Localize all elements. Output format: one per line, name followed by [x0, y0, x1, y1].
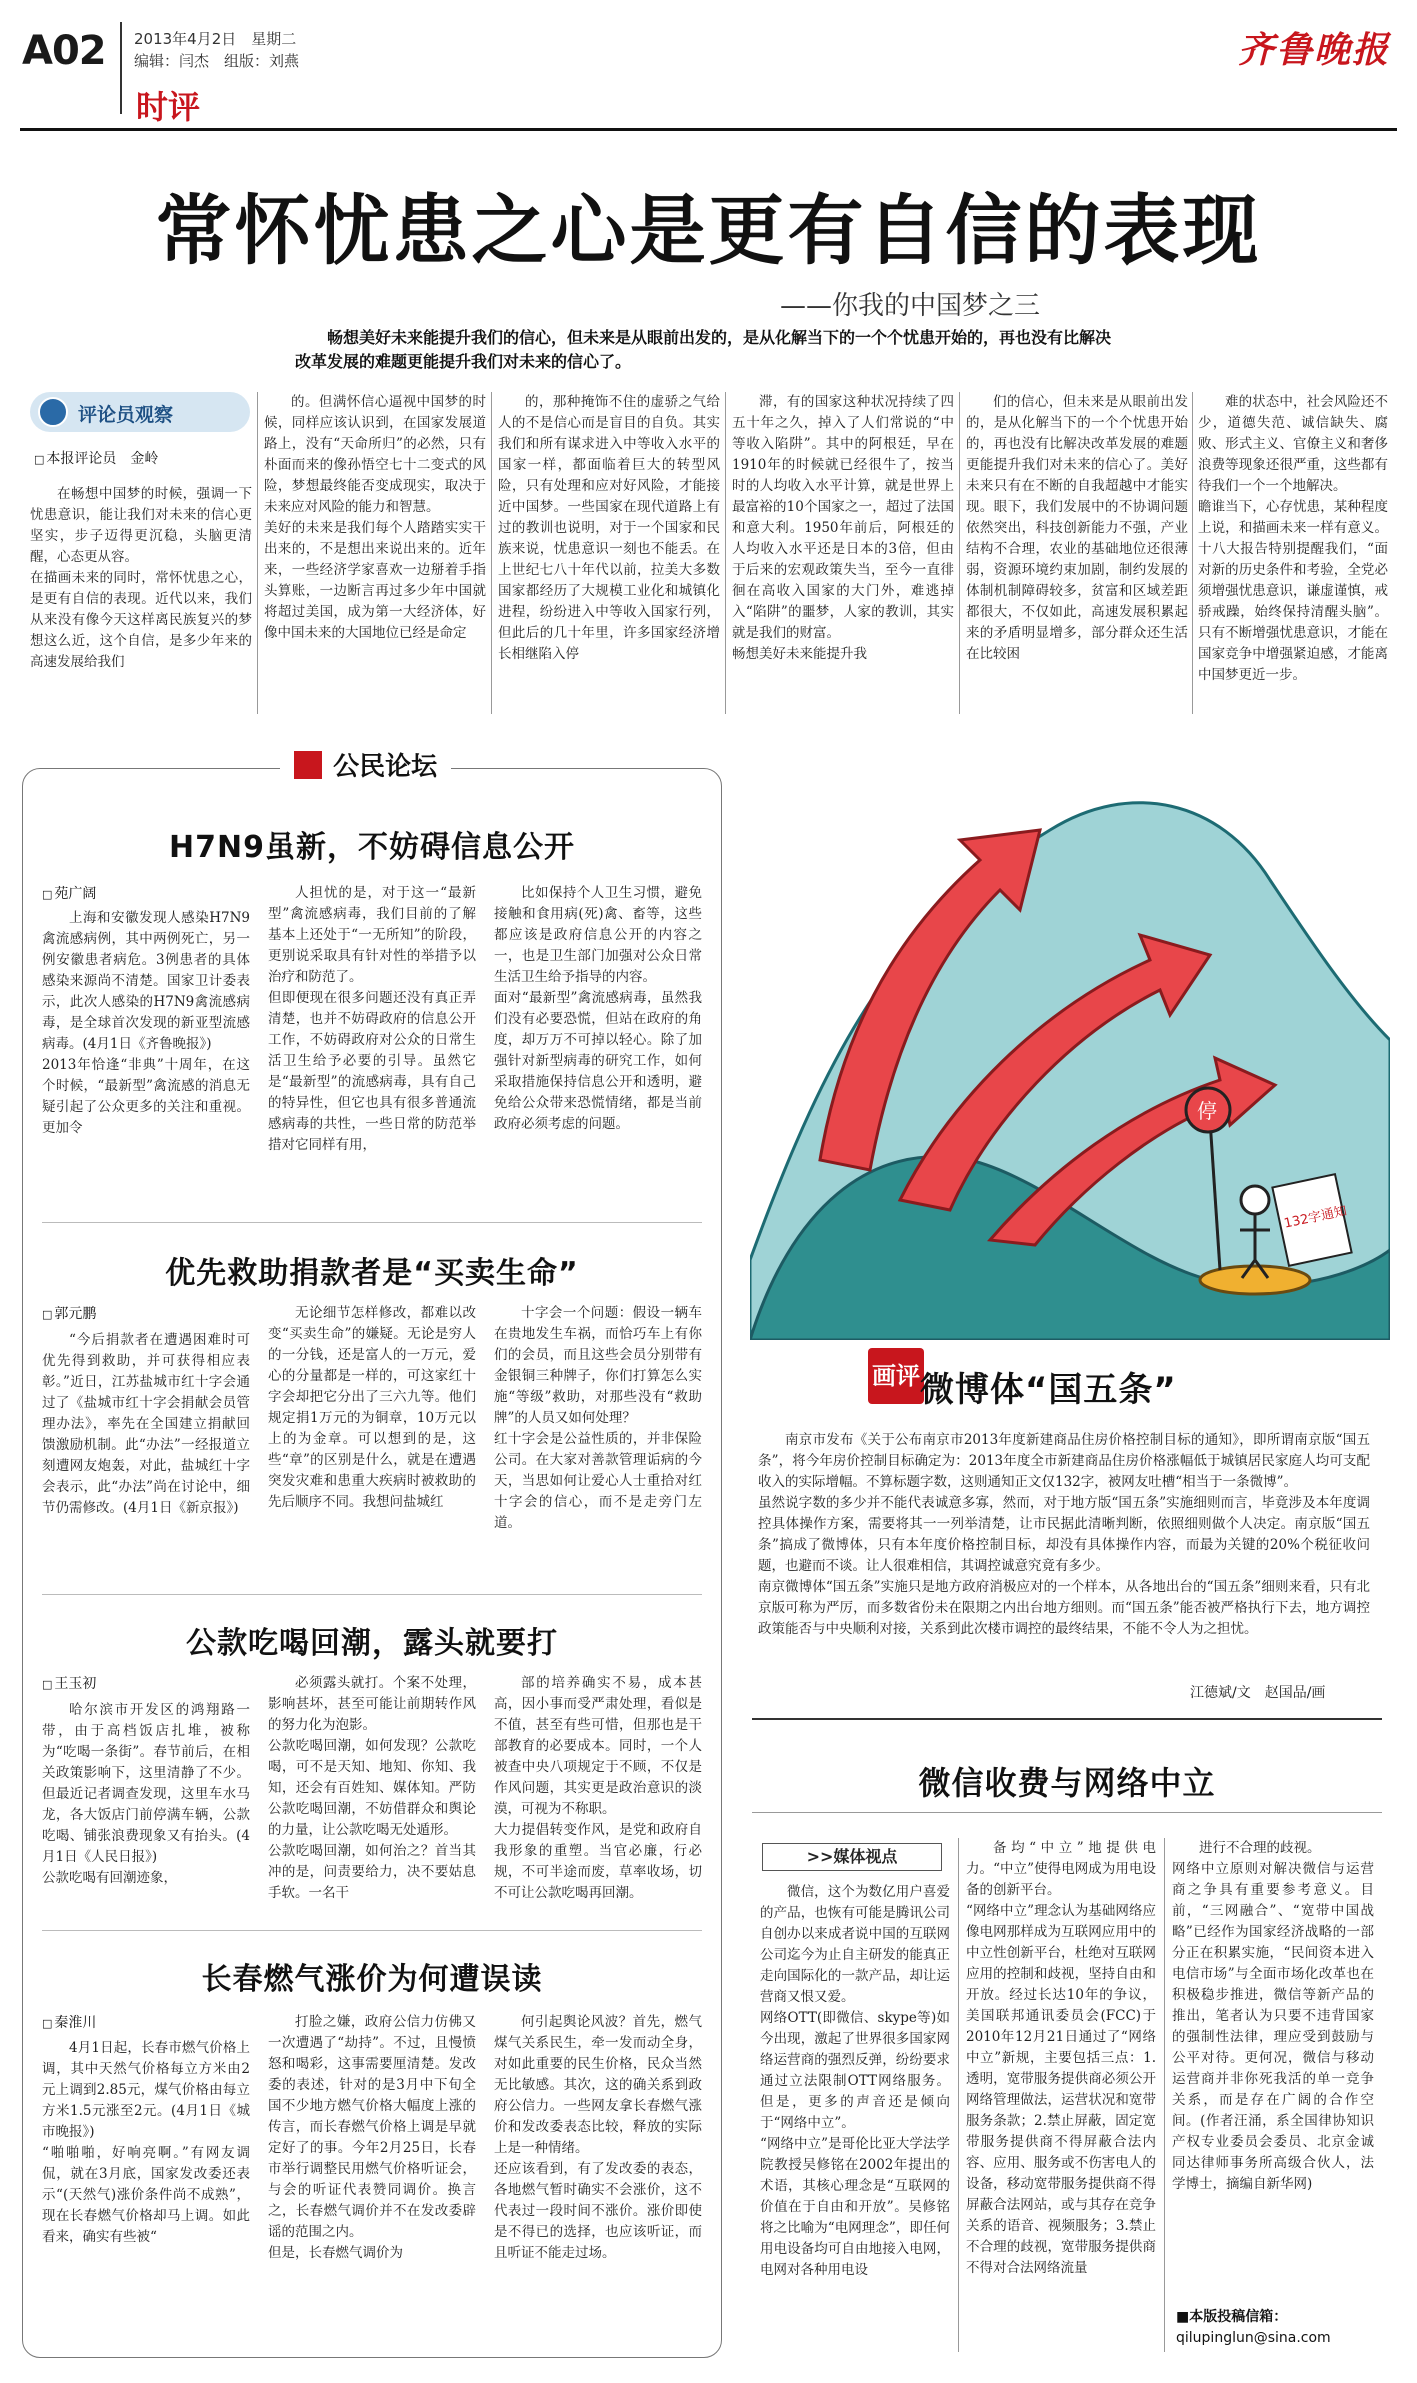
forum-logo-icon [294, 751, 322, 779]
lead-byline: □ 本报评论员 金岭 [34, 451, 159, 467]
submission-email[interactable]: qilupinglun@sina.com [1176, 2330, 1331, 2346]
article-col: 十字会一个问题：假设一辆车在贵地发生车祸，而恰巧车上有你们的会员，而且这些会员分别带有金银铜三种牌子，你们打算怎么实施“等级”救助，对那些没有“救助牌”的人员又如何处理？ 红十字会是公益性质的，并非保险公司。在大家对善款管理诟病的今天，当思如何让爱心人士重拾对红十字会的信心，而不是走旁门左道。 [494, 1305, 702, 1531]
article-title: 优先救助捐款者是“买卖生命” [165, 1256, 579, 1291]
column-tag-label: 评论员观察 [78, 404, 174, 426]
lead-col-4: 滞，有的国家这种状况持续了四五十年之久，掉入了人们常说的“中等收入陷阱”。其中的阿根廷，早在1910年的时候就已经很牛了，按当时的人均收入水平计算，就是世界上最富裕的10个国家之一，超过了法国和意大利。1950年前后，阿根廷的人均收入水平还是日本的3倍，但由于后来的宏观政策失当，至今一直徘徊在高收入国家的大门外，难逃掉入“陷阱”的噩梦，人家的教训，其实就是我们的财富。 畅想美好未来能提升我 [732, 394, 954, 662]
submission-label: ■本版投稿信箱： [1176, 2309, 1288, 2325]
article-title: 公款吃喝回潮，露头就要打 [186, 1626, 558, 1661]
small-boat [1200, 1266, 1310, 1294]
editor-credit: 编辑：闫杰 组版：刘燕 [134, 52, 300, 70]
wechat-col-1: 微信，这个为数亿用户喜爱的产品，也恢有可能是腾讯公司自创办以来成者说中国的互联网公司迄今为止自主研发的能真正走向国际化的一款产品，却让运营商又恨又爱。 网络OTT(即微信、skype等)如今出现，激起了世界很多国家网络运营商的强烈反弹，纷纷要求通过立法限制OTT网络服务。但是，更多的声音还是倾向于“网络中立”。 “网络中立”是哥伦比亚大学法学院教授吴修铭在2002年提出的术语，其核心理念是“互联网的价值在于自由和开放”。吴修铭将之比喻为“电网理念”，即任何用电设备均可自由地接入电网，电网对各种用电设 [760, 1884, 950, 2278]
article-byline: □ 苑广阔 [42, 886, 97, 902]
article-col: 哈尔滨市开发区的鸿翔路一带，由于高档饭店扎堆，被称为“吃喝一条街”。春节前后，在相关政策影响下，这里清静了不少。但最近记者调查发现，这里车水马龙，各大饭店门前停满车辆，公款吃喝、铺张浪费现象又有抬头。(4月1日《人民日报》) 公款吃喝有回潮迹象， [42, 1702, 250, 1886]
column-tag [30, 392, 250, 432]
cartoon-illustration [750, 740, 1390, 1340]
article-col: 部的培养确实不易，成本甚高，因小事而受严肃处理，看似是不值，甚至有些可惜，但那也是干部教育的必要成本。同时，一个人被查中央八项规定于不顾，不仅是作风问题，其实更是政治意识的淡漠，可视为不称职。 大力提倡转变作风，是党和政府自我形象的重塑。当官必廉，行必规，不可半途而废，草率收场，切不可让公款吃喝再回潮。 [494, 1675, 702, 1901]
divider [752, 1718, 1382, 1720]
divider [42, 1930, 702, 1931]
stop-sign-text: 停 [1197, 1099, 1217, 1123]
article-col: 上海和安徽发现人感染H7N9禽流感病例，其中两例死亡，另一例安徽患者病危。3例患者的具体感染来源尚不清楚。国家卫计委表示，此次人感染的H7N9禽流感病毒，是全球首次发现的新亚型流感病毒。(4月1日《齐鲁晚报》) 2013年恰逢“非典”十周年，在这个时候，“最新型”禽流感的消息无疑引起了公众更多的关注和重视。更加令 [42, 910, 250, 1136]
lead-headline: 常怀忧患之心是更有自信的表现 [155, 186, 1262, 275]
header-rule [20, 128, 1397, 131]
cartoon-stamp: 画评 [868, 1348, 924, 1404]
divider [958, 1838, 959, 2352]
article-col: 无论细节怎样修改，都难以改变“买卖生命”的嫌疑。无论是穷人的一分钱，还是富人的一万元，爱心的分量都是一样的，可这家红十字会却把它分出了三六九等。他们规定捐1万元的为铜章，10万元以上的为金章。可以想到的是，这些“章”的区别是什么，就是在遭遇突发灾难和患重大疾病时被救助的先后顺序不同。我想问盐城红 [268, 1305, 476, 1510]
issue-date: 2013年4月2日 星期二 [134, 30, 297, 48]
person-head [1241, 1186, 1269, 1214]
lead-col-6: 难的状态中，社会风险还不少，道德失范、诚信缺失、腐败、形式主义、官僚主义和奢侈浪费等现象还很严重，这些都有待我们一个一个地解决。 瞻谁当下，心存忧患，某种程度上说，和描画未来一样有意义。十八大报告特别提醒我们，“面对新的历史条件和考验，全党必须增强忧患意识，谦虚谨慎，戒骄戒躁，始终保持清醒头脑”。只有不断增强忧患意识，才能在国家竞争中增强紧迫感，才能离中国梦更近一步。 [1198, 394, 1388, 683]
forum-tag-label: 公民论坛 [333, 752, 438, 782]
lead-intro: 畅想美好未来能提升我们的信心，但未来是从眼前出发的，是从化解当下的一个个忧患开始的，再也没有比解决改革发展的难题更能提升我们对未来的信心了。 [295, 328, 1112, 371]
article-byline: □ 郭元鹏 [42, 1306, 97, 1322]
divider [491, 392, 492, 714]
globe-icon [38, 397, 68, 427]
wechat-col-2: 备均“中立”地提供电力。“中立”使得电网成为用电设备的创新平台。 “网络中立”理念认为基础网络应像电网那样成为互联网应用中的中立性创新平台，杜绝对互联网应用的控制和歧视，坚持自由和开放。经过长达10年的争议，美国联邦通讯委员会(FCC)于2010年12月21日通过了“网络中立”新规，主要包括三点：1.透明，宽带服务提供商必须公开网络管理做法，运营状况和宽带服务条款；2.禁止屏蔽，固定宽带服务提供商不得屏蔽合法内容、应用、服务或不伤害电人的设备，移动宽带服务提供商不得屏蔽合法网站，或与其存在竞争关系的语音、视频服务；3.禁止不合理的歧视，宽带服务提供商不得对合法网络流量 [966, 1840, 1156, 2276]
lead-col-3: 的，那种掩饰不住的虚骄之气给人的不是信心而是盲目的自负。其实我们和所有谋求进入中等收入水平的国家一样，都面临着巨大的转型风险，只有处理和应对好风险，才能接近中国梦。一些国家在现代道路上有过的教训也说明，对于一个国家和民族来说，忧患意识一刻也不能丢。在上世纪七八十年代以前，拉美大多数国家都经历了大规模工业化和城镇化进程，纷纷进入中等收入国家行列，但此后的几十年里，许多国家经济增长相继陷入停 [498, 394, 720, 662]
article-title: 长春燃气涨价为何遭误读 [201, 1962, 543, 1997]
divider [752, 1812, 1382, 1813]
article-col: 人担忧的是，对于这一“最新型”禽流感病毒，我们目前的了解基本上还处于“一无所知”的阶段，更别说采取具有针对性的举措予以治疗和防范了。 但即便现在很多问题还没有真正弄清楚，也并不妨碍政府的信息公开工作，不妨碍政府对公众的日常生活卫生给予必要的引导。虽然它是“最新型”的流感病毒，具有自己的特异性，但它也具有很多普通流感病毒的共性，一些日常的防范举措对它同样有用， [268, 885, 476, 1153]
article-col: 4月1日起，长春市燃气价格上调，其中天然气价格每立方米由2元上调到2.85元，煤气价格由每立方米1.5元涨至2元。(4月1日《城市晚报》) “啪啪啪，好响亮啊。”有网友调侃，就在3月底，国家发改委还表示“(天然气)涨价条件尚不成熟”，现在长春燃气价格却马上调。如此看来，确实有些被“ [42, 2040, 250, 2245]
lead-col-5: 们的信心，但未来是从眼前出发的，是从化解当下的一个个忧患开始的，再也没有比解决改革发展的难题更能提升我们对未来的信心了。美好未来只有在不断的自我超越中才能实现。眼下，我们发展中的不协调问题依然突出，科技创新能力不强，产业结构不合理，农业的基础地位还很薄弱，资源环境约束加剧，制约发展的体制机制障碍较多，贫富和区域差距都很大，不仅如此，高速发展积累起来的矛盾明显增多，部分群众还生活在比较困 [966, 394, 1188, 662]
divider [725, 392, 726, 714]
article-col: 必须露头就打。个案不处理，影响甚坏，甚至可能让前期转作风的努力化为泡影。 公款吃喝回潮，如何发现？公款吃喝，可不是天知、地知、你知、我知，还会有百姓知、媒体知。严防公款吃喝回潮，不妨借群众和舆论的力量，让公款吃喝无处遁形。 公款吃喝回潮，如何治之？首当其冲的是，问责要给力，决不要姑息手软。一名干 [268, 1675, 476, 1901]
wechat-title: 微信收费与网络中立 [918, 1764, 1216, 1802]
lead-subtitle: ——你我的中国梦之三 [780, 291, 1041, 321]
article-byline: □ 王玉初 [42, 1676, 97, 1692]
masthead-logo: 齐鲁晚报 [1238, 29, 1391, 71]
cartoon-credit: 江德斌/文 赵国品/画 [1190, 1685, 1326, 1701]
lead-col-2: 的。但满怀信心逼视中国梦的时候，同样应该认识到，在国家发展道路上，没有“天命所归”的必然，只有朴面而来的像孙悟空七十二变式的风险，梦想最终能否变成现实，取决于未来应对风险的能力和智慧。 美好的未来是我们每个人踏踏实实干出来的，不是想出来说出来的。近年来，一些经济学家喜欢一边掰着手指头算账，一边断言再过多少年中国就将超过美国，成为第一大经济体，好像中国未来的大国地位已经是命定 [264, 394, 486, 641]
divider [959, 392, 960, 714]
article-title: H7N9虽新，不妨碍信息公开 [169, 830, 575, 865]
notice-board-text: 132字通知 [1282, 1203, 1349, 1232]
article-col: 何引起舆论风波？首先，燃气煤气关系民生，牵一发而动全身，对如此重要的民生价格，民众当然无比敏感。其次，这的确关系到政府公信力。一些网友拿长春燃气涨价和发改委表态比较，释放的实际上是一种情绪。 还应该看到，有了发改委的表态，各地燃气暂时确实不会涨价，这不代表过一段时间不涨价。涨价即使是不得已的选择，也应该听证，而且听证不能走过场。 [494, 2014, 702, 2261]
page-number: A02 [22, 28, 106, 74]
divider [1164, 1838, 1165, 2352]
media-tag: >>媒体视点 [762, 1843, 942, 1871]
divider [257, 392, 258, 714]
header-divider [120, 22, 122, 114]
article-byline: □ 秦淮川 [42, 2015, 97, 2031]
article-col: 比如保持个人卫生习惯，避免接触和食用病(死)禽、畜等，这些都应该是政府信息公开的内容之一，也是卫生部门加强对公众日常生活卫生给予指导的内容。 面对“最新型”禽流感病毒，虽然我们没有必要恐慌，但站在政府的角度，却万万不可掉以轻心。除了加强针对新型病毒的研究工作，如何采取措施保持信息公开和透明，避免给公众带来恐慌情绪，都是当前政府必须考虑的问题。 [494, 885, 702, 1132]
divider [42, 1222, 702, 1223]
divider [42, 1594, 702, 1595]
header [0, 0, 1417, 135]
wechat-col-3: 进行不合理的歧视。 网络中立原则对解决微信与运营商之争具有重要参考意义。目前，“三网融合”、“宽带中国战略”已经作为国家经济战略的一部分正在积累实施，“民间资本进入电信市场”与全面市场化改革也在积极稳步推进，微信等新产品的推出，笔者认为只要不违背国家的强制性法律，理应受到鼓励与公平对待。更何况，微信与移动运营商并非你死我活的单一竞争关系，而是存在广阔的合作空间。(作者汪涌，系全国律协知识产权专业委员会委员、北京金诚同达律师事务所高级合伙人，法学博士，摘编自新华网) [1172, 1840, 1374, 2192]
divider [1192, 392, 1193, 714]
cartoon-title: 微博体“国五条” [920, 1370, 1177, 1410]
cartoon-commentary: 南京市发布《关于公布南京市2013年度新建商品住房价格控制目标的通知》，即所谓南京版“国五条”，将今年房价控制目标确定为：2013年度全市新建商品住房价格涨幅低于城镇居民家庭人均可支配收入的实际增幅。不算标题字数，这则通知正文仅132字，被网友吐槽“相当于一条微博”。 虽然说字数的多少并不能代表诚意多寡，然而，对于地方版“国五条”实施细则而言，毕竟涉及本年度调控具体操作方案，需要将其一一列举清楚，让市民据此清晰判断，依照细则做个人决定。南京版“国五条”搞成了微博体，只有本年度价格控制目标，却没有具体操作内容，而最为关键的20%个税征收问题，也避而不谈。让人很难相信，其调控诚意究竟有多少。 南京微博体“国五条”实施只是地方政府消极应对的一个样本，从各地出台的“国五条”细则来看，只有北京版可称为严厉，而多数省份未在限期之内出台地方细则。而“国五条”能否被严格执行下去，地方调控政策能否与中央顺利对接，关系到此次楼市调控的最终结果，不能不令人为之担忧。 [758, 1432, 1370, 1637]
section-title: 时评 [136, 88, 201, 126]
forum-tag [280, 742, 451, 787]
article-col: 打脸之嫌，政府公信力仿佛又一次遭遇了“劫持”。不过，且慢愤怒和喝彩，这事需要厘清楚。发改委的表述，针对的是3月中下旬全国不少地方燃气价格大幅度上涨的传言，而长春燃气价格上调是早就定好了的事。今年2月25日，长春市举行调整民用燃气价格听证会，与会的听证代表赞同调价。换言之，长春燃气调价并不在发改委辟谣的范围之内。 但是，长春燃气调价为 [268, 2014, 476, 2261]
lead-col-1: 在畅想中国梦的时候，强调一下忧患意识，能让我们对未来的信心更坚实，步子迈得更沉稳，头脑更清醒，心态更从容。 在描画未来的同时，常怀忧患之心，是更有自信的表现。近代以来，我们从来没有像今天这样离民族复兴的梦想这么近，这个自信，是多少年来的高速发展给我们 [30, 486, 252, 670]
article-col: “今后捐款者在遭遇困难时可优先得到救助，并可获得相应表彰。”近日，江苏盐城市红十字会通过了《盐城市红十字会捐献会员管理办法》，率先在全国建立捐献回馈激励机制。此“办法”一经报道立刻遭网友炮轰，对此，盐城红十字会表示，此“办法”尚在讨论中，细节仍需修改。(4月1日《新京报》) [42, 1332, 250, 1516]
